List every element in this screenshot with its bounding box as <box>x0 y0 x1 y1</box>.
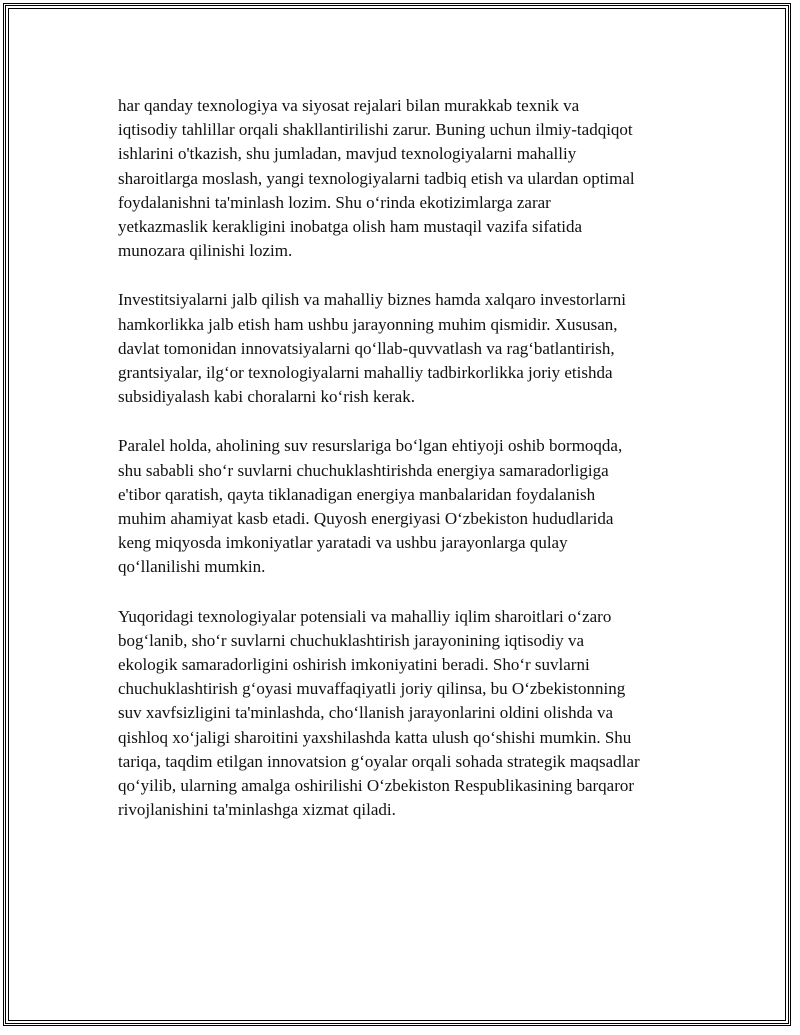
text-line: keng miqyosda imkoniyatlar yaratadi va ushbu jarayonlarga qulay <box>118 533 568 553</box>
text-line: rivojlanishini ta'minlashga xizmat qiladi. <box>118 800 396 820</box>
text-line: ekologik samaradorligini oshirish imkoniyatini beradi. Sho‘r suvlarni <box>118 655 590 675</box>
text-line: davlat tomonidan innovatsiyalarni qo‘llab-quvvatlash va rag‘batlantirish, <box>118 338 615 358</box>
paragraph-3 <box>118 434 684 579</box>
text-line: chuchuklashtirish g‘oyasi muvaffaqiyatli joriy qilinsa, bu O‘zbekistonning <box>118 679 626 699</box>
text-line: Investitsiyalarni jalb qilish va mahalliy biznes hamda xalqaro investorlarni <box>118 290 626 310</box>
paragraph-1 <box>118 94 684 263</box>
paragraph-4 <box>118 605 684 823</box>
text-line: e'tibor qaratish, qayta tiklanadigan energiya manbalaridan foydalanish <box>118 484 596 504</box>
text-line: sharoitlarga moslash, yangi texnologiyalarni tadbiq etish va ulardan optimal <box>118 168 635 188</box>
text-line: foydalanishni ta'minlash lozim. Shu o‘rinda ekotizimlarga zarar <box>118 192 551 212</box>
text-line: munozara qilinishi lozim. <box>118 241 293 261</box>
text-line: har qanday texnologiya va siyosat rejalari bilan murakkab texnik va <box>118 96 580 115</box>
text-line: suv xavfsizligini ta'minlashda, cho‘llanish jarayonlarini oldini olishda va <box>118 703 614 723</box>
text-line: Paralel holda, aholining suv resurslariga bo‘lgan ehtiyoji oshib bormoqda, <box>118 436 623 456</box>
text-line: qo‘yilib, ularning amalga oshirilishi O‘zbekiston Respublikasining barqaror <box>118 776 635 796</box>
text-line: qo‘llanilishi mumkin. <box>118 557 266 577</box>
text-line: Yuqoridagi texnologiyalar potensiali va mahalliy iqlim sharoitlari o‘zaro <box>118 606 612 626</box>
text-line: grantsiyalar, ilg‘or texnologiyalarni mahalliy tadbirkorlikka joriy etishda <box>118 363 613 383</box>
text-line: yetkazmaslik kerakligini inobatga olish ham mustaqil vazifa sifatida <box>118 217 583 237</box>
text-line: iqtisodiy tahlillar orqali shakllantirilishi zarur. Buning uchun ilmiy-tadqiqot <box>118 120 633 140</box>
text-line: ishlarini o'tkazish, shu jumladan, mavjud texnologiyalarni mahalliy <box>118 144 577 164</box>
text-line: muhim ahamiyat kasb etadi. Quyosh energiyasi O‘zbekiston hududlarida <box>118 509 614 529</box>
text-line: subsidiyalash kabi choralarni ko‘rish kerak. <box>118 387 415 407</box>
text-line: tariqa, taqdim etilgan innovatsion g‘oyalar orqali sohada strategik maqsadlar <box>118 751 640 771</box>
paragraph-2 <box>118 288 684 409</box>
text-line: shu sababli sho‘r suvlarni chuchuklashtirishda energiya samaradorligiga <box>118 460 609 480</box>
text-line: bog‘lanib, sho‘r suvlarni chuchuklashtirish jarayonining iqtisodiy va <box>118 630 585 650</box>
text-line: qishloq xo‘jaligi sharoitini yaxshilashda katta ulush qo‘shishi mumkin. Shu <box>118 727 632 747</box>
document-body <box>118 94 684 847</box>
text-line: hamkorlikka jalb etish ham ushbu jarayonning muhim qismidir. Xususan, <box>118 314 618 334</box>
